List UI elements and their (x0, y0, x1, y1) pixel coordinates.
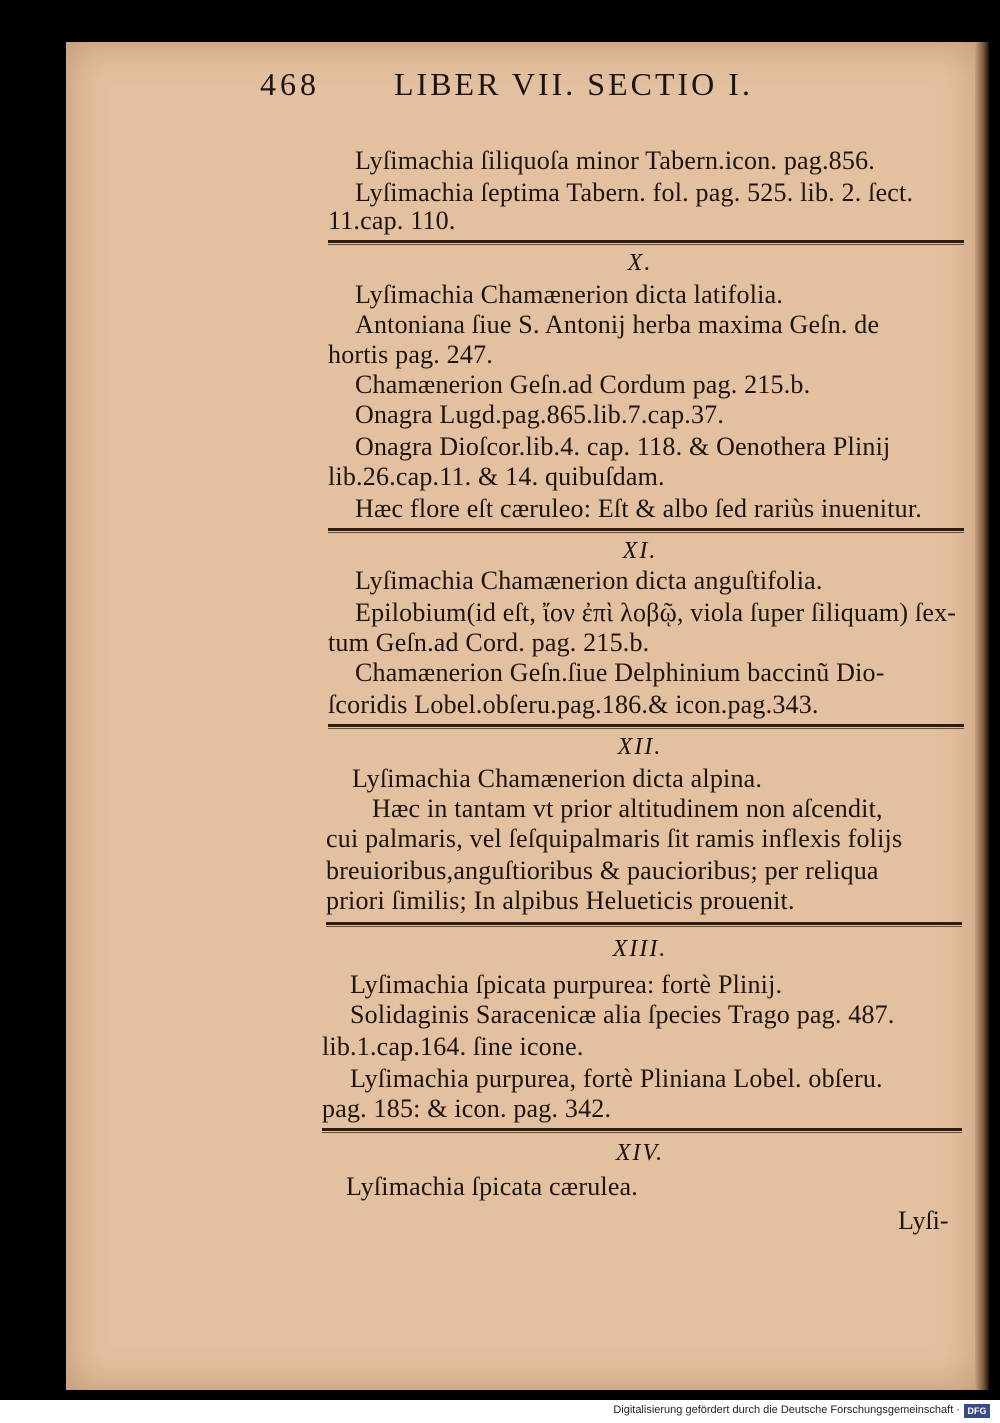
text-line: Lyſimachia Chamænerion dicta anguſtifolia. (355, 566, 823, 595)
text-line: Lyſimachia Chamænerion dicta alpina. (352, 764, 763, 793)
section-rule (326, 922, 962, 925)
section-number: XIV. (615, 1140, 665, 1166)
section-number: XIII. (612, 936, 668, 962)
text-line: Solidaginis Saracenicæ alia ſpecies Trago pag. 487. (350, 1000, 895, 1029)
section-rule (322, 1128, 962, 1131)
text-line: Lyſimachia ſpicata cærulea. (346, 1172, 638, 1201)
text-line: Lyſimachia ſiliquoſa minor Tabern.icon. pag.856. (355, 146, 875, 175)
text-line: Lyſimachia Chamænerion dicta latifolia. (355, 280, 784, 309)
section-number: X. (627, 250, 653, 276)
text-line: Antoniana ſiue S. Antonij herba maxima Geſn. de (355, 310, 880, 339)
text-line: Lyſimachia purpurea, fortè Pliniana Lobel. obſeru. (350, 1064, 883, 1093)
running-title: LIBER VII. SECTIO I. (394, 66, 753, 102)
section-rule (328, 240, 964, 243)
section-number: XII. (617, 734, 663, 760)
catchword: Lyſi- (898, 1206, 949, 1235)
section-rule (328, 528, 964, 531)
section-number: XI. (622, 538, 658, 564)
text-line: Lyſimachia ſeptima Tabern. fol. pag. 525. lib. 2. ſect. (355, 178, 914, 207)
text-line: hortis pag. 247. (328, 340, 493, 369)
text-line: Chamænerion Geſn.ad Cordum pag. 215.b. (355, 370, 811, 399)
running-header (260, 66, 880, 106)
text-line: tum Geſn.ad Cord. pag. 215.b. (328, 628, 650, 657)
text-line: Chamænerion Geſn.ſiue Delphinium baccinũ Dio- (355, 658, 885, 687)
text-line: breuioribus,anguſtioribus & paucioribus; per reliqua (326, 856, 879, 885)
text-line: Epilobium(id eſt, ἴον ἐπὶ λοβῷ, viola ſuper ſiliquam) ſex- (355, 598, 957, 627)
section-rule (328, 724, 964, 727)
footer-credit: Digitalisierung gefördert durch die Deutsche Forschungsgemeinschaft · (613, 1404, 960, 1416)
text-line: Hæc in tantam vt prior altitudinem non aſcendit, (372, 794, 883, 823)
footer-bar (0, 1400, 1000, 1423)
text-line: Hæc flore eſt cæruleo: Eſt & albo ſed rariùs inuenitur. (355, 494, 922, 523)
text-line: lib.1.cap.164. ſine icone. (322, 1032, 584, 1061)
text-line: 11.cap. 110. (328, 206, 456, 235)
dfg-logo: DFG (964, 1404, 990, 1418)
page-number: 468 (260, 66, 320, 102)
text-line: Onagra Lugd.pag.865.lib.7.cap.37. (355, 400, 725, 429)
text-line: Onagra Dioſcor.lib.4. cap. 118. & Oenothera Plinij (355, 432, 891, 461)
page-edge-shadow (975, 42, 989, 1390)
text-line: priori ſimilis; In alpibus Helueticis prouenit. (326, 886, 795, 915)
text-line: lib.26.cap.11. & 14. quibuſdam. (328, 462, 665, 491)
text-line: ſcoridis Lobel.obſeru.pag.186.& icon.pag.343. (328, 690, 819, 719)
text-line: Lyſimachia ſpicata purpurea: fortè Plinij. (350, 970, 783, 999)
text-line: pag. 185: & icon. pag. 342. (322, 1094, 612, 1123)
text-line: cui palmaris, vel ſeſquipalmaris ſit ramis inflexis folijs (326, 824, 903, 853)
